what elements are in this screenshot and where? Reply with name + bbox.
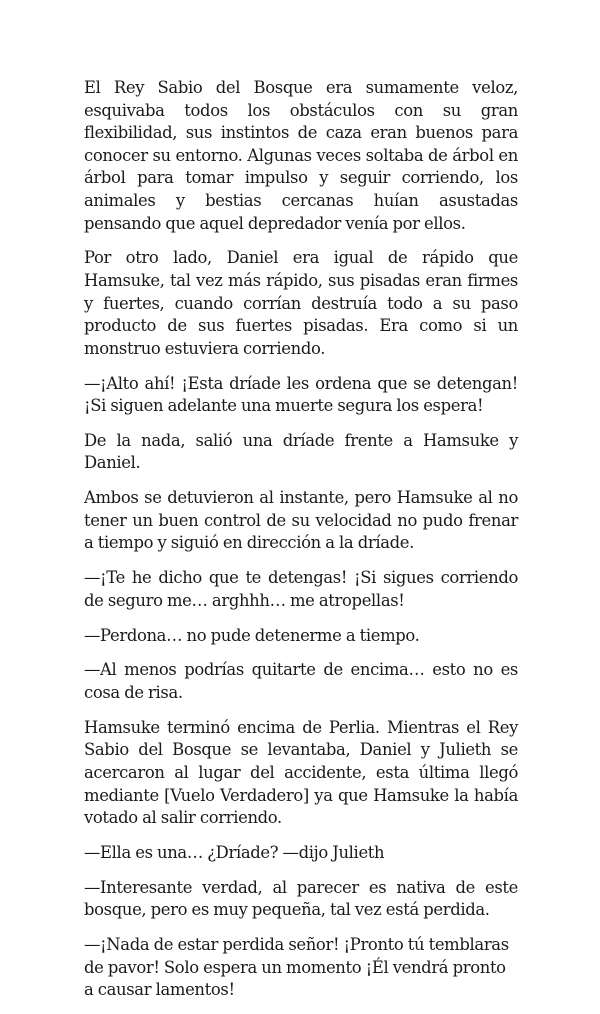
paragraph-6: —¡Te he dicho que te detengas! ¡Si sigues corriendo de seguro me… arghhh… me atropellas! (84, 568, 518, 610)
paragraph-4: De la nada, salió una dríade frente a Hamsuke y Daniel. (84, 430, 518, 473)
paragraph-9: Hamsuke terminó encima de Perlia. Mientras el Rey Sabio del Bosque se levantaba, Daniel y Julieth se acercaron al lugar del accidente, esta última llegó mediante [Vuelo Verdadero] ya que Hamsuke la había votado al salir corriendo. (84, 717, 518, 828)
paragraph-5: Ambos se detuvieron al instante, pero Hamsuke al no tener un buen control de su velocidad no pudo frenar a tiempo y siguió en dirección a la dríade. (84, 488, 518, 553)
paragraph-11: —Interesante verdad, al parecer es nativa de este bosque, pero es muy pequeña, tal vez está perdida. (84, 877, 518, 920)
paragraph-3: —¡Alto ahí! ¡Esta dríade les ordena que se detengan! ¡Si siguen adelante una muerte segura los espera! (84, 373, 518, 416)
paragraph-1: El Rey Sabio del Bosque era sumamente veloz, esquivaba todos los obstáculos con su gran flexibilidad, sus instintos de caza eran buenos para conocer su entorno. Algunas veces soltaba de árbol en árbol para tomar impulso y seguir corriendo, los animales y bestias cercanas huían asustadas pensando que aquel depredador venía por ellos. (84, 78, 518, 233)
paragraph-10: —Ella es una… ¿Dríade? —dijo Julieth (84, 842, 385, 862)
page-text (84, 77, 518, 1014)
paragraph-2: Por otro lado, Daniel era igual de rápido que Hamsuke, tal vez más rápido, sus pisadas eran firmes y fuertes, cuando corrían destruía todo a su paso producto de sus fuertes pisadas. Era como si un monstruo estuviera corriendo. (84, 248, 518, 358)
paragraph-8: —Al menos podrías quitarte de encima… esto no es cosa de risa. (84, 660, 518, 702)
paragraph-7: —Perdona… no pude detenerme a tiempo. (84, 625, 420, 645)
paragraph-12: —¡Nada de estar perdida señor! ¡Pronto tú temblaras de pavor! Solo espera un momento ¡Él vendrá pronto a causar lamentos! (84, 935, 509, 1000)
